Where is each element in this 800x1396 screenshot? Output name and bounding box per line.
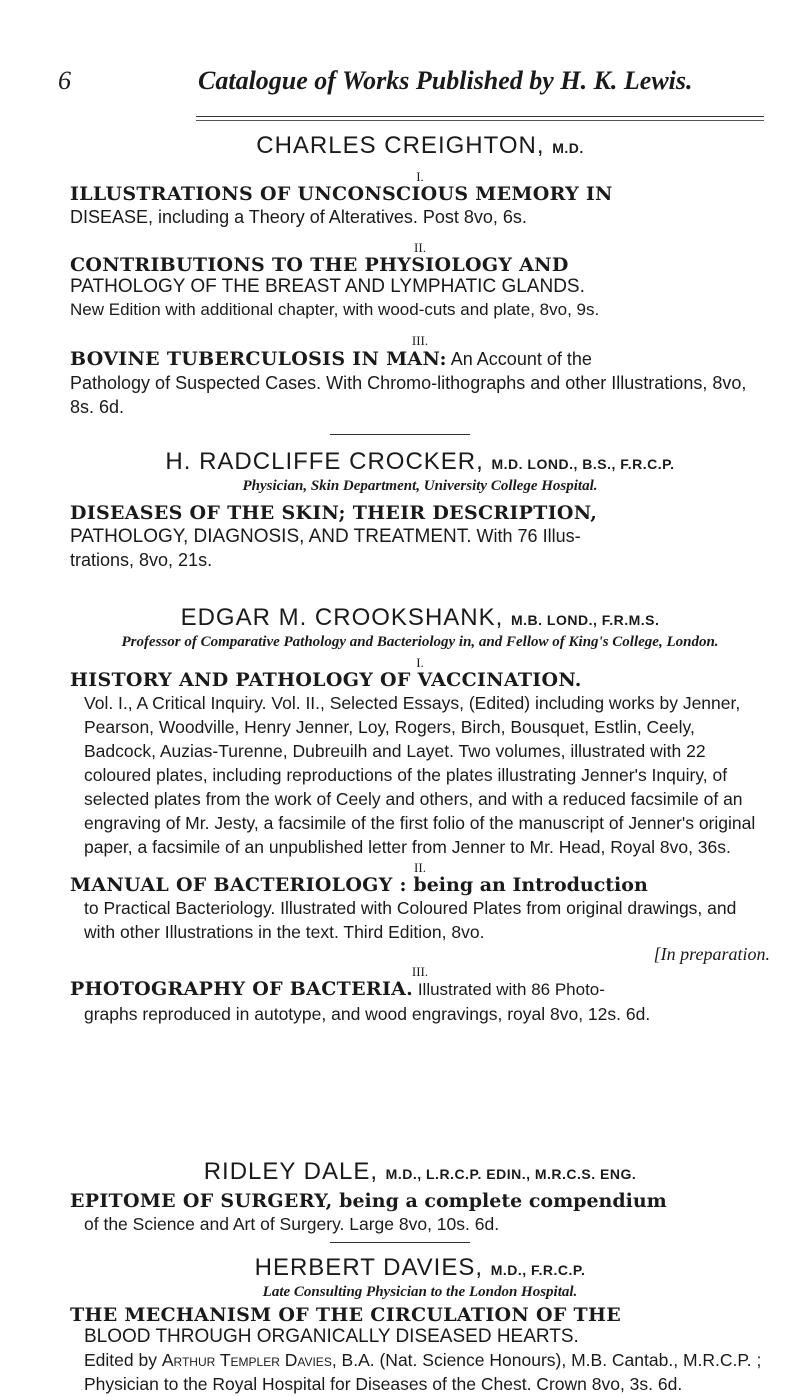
work-title: PHOTOGRAPHY OF BACTERIA. bbox=[70, 978, 414, 1000]
author-name: RIDLEY DALE, bbox=[203, 1158, 378, 1185]
work-numeral: II. bbox=[414, 240, 426, 255]
author-qualifications: M.D. LOND., B.S., F.R.C.P. bbox=[491, 456, 675, 472]
editor-name: Arthur Templer Davies bbox=[161, 1350, 332, 1370]
work-title: EPITOME OF SURGERY, bbox=[70, 1190, 333, 1212]
section-divider bbox=[330, 1242, 470, 1243]
work-title-tail: being an Introduction bbox=[406, 874, 648, 896]
work-description: of the Science and Art of Surgery. Large 8vo, 10s. 6d. bbox=[84, 1214, 500, 1234]
author-heading bbox=[70, 1254, 770, 1282]
work-title-line bbox=[70, 978, 770, 1002]
work-title: THE MECHANISM OF THE CIRCULATION OF THE bbox=[70, 1304, 622, 1326]
author-heading bbox=[70, 132, 770, 160]
author-entry-crookshank bbox=[70, 604, 770, 1026]
work-title: BOVINE TUBERCULOSIS IN MAN: bbox=[70, 348, 447, 370]
work-numeral: III. bbox=[411, 333, 429, 348]
author-entry-creighton bbox=[70, 132, 770, 419]
author-qualifications: M.D., F.R.C.P. bbox=[490, 1262, 586, 1278]
work-numeral: I. bbox=[416, 655, 424, 670]
author-affiliation: Late Consulting Physician to the London Hospital. bbox=[262, 1284, 578, 1300]
author-qualifications: M.D., L.R.C.P. EDIN., M.R.C.S. ENG. bbox=[385, 1166, 637, 1182]
work-numeral: II. bbox=[414, 860, 426, 875]
work-title: MANUAL OF BACTERIOLOGY : bbox=[70, 874, 407, 896]
work-title: HISTORY AND PATHOLOGY OF VACCINATION. bbox=[70, 669, 582, 691]
work-description: to Practical Bacteriology. Illustrated with Coloured Plates from original drawings, and with other Illustrations in the text. Third Edition, 8vo. bbox=[84, 898, 737, 942]
author-entry-crocker bbox=[70, 448, 770, 572]
work-description: DISEASE, including a Theory of Alteratives. Post 8vo, 6s. bbox=[70, 207, 527, 227]
work-description-inline: An Account of the bbox=[446, 349, 592, 369]
editor-prefix: Edited by bbox=[84, 1350, 162, 1370]
work-title: ILLUSTRATIONS OF UNCONSCIOUS MEMORY IN bbox=[70, 183, 613, 205]
work-description: Pathology of Suspected Cases. With Chromo-lithographs and other Illustrations, 8vo, 8s. 6d. bbox=[70, 373, 747, 417]
author-name: EDGAR M. CROOKSHANK, bbox=[180, 604, 504, 631]
author-heading bbox=[70, 604, 770, 632]
work-title-line bbox=[70, 874, 770, 896]
work-description: New Edition with additional chapter, with wood-cuts and plate, 8vo, 9s. bbox=[70, 300, 600, 319]
author-name: CHARLES CREIGHTON, bbox=[256, 132, 545, 159]
work-title: CONTRIBUTIONS TO THE PHYSIOLOGY AND bbox=[70, 254, 569, 276]
work-subtitle: PATHOLOGY OF THE BREAST AND LYMPHATIC GLANDS. bbox=[70, 276, 585, 297]
work-description-inline: Illustrated with 86 Photo- bbox=[413, 980, 605, 999]
work-description-inline: With 76 Illus- bbox=[471, 526, 581, 546]
page-header bbox=[0, 66, 800, 106]
running-title: Catalogue of Works Published by H. K. Lewis. bbox=[198, 66, 693, 95]
author-affiliation: Professor of Comparative Pathology and Bacteriology in, and Fellow of King's College, London. bbox=[121, 634, 719, 650]
preparation-note: [In preparation. bbox=[653, 944, 770, 964]
author-qualifications: M.D. bbox=[552, 140, 584, 156]
work-numeral: I. bbox=[416, 169, 424, 184]
section-divider bbox=[330, 434, 470, 435]
editor-details: , B.A. (Nat. Science Honours), M.B. Cantab., M.R.C.P. ; Physician to the Royal Hospital for Diseases of the Chest. Crown 8vo, 3s. 6d. bbox=[84, 1350, 762, 1394]
page-number: 6 bbox=[58, 66, 71, 95]
author-name: H. RADCLIFFE CROCKER, bbox=[165, 448, 484, 475]
work-description: graphs reproduced in autotype, and wood engravings, royal 8vo, 12s. 6d. bbox=[84, 1004, 651, 1024]
author-qualifications: M.B. LOND., F.R.M.S. bbox=[510, 612, 660, 628]
work-numeral: III. bbox=[411, 964, 429, 979]
header-rule-secondary bbox=[196, 120, 764, 121]
work-title: DISEASES OF THE SKIN; THEIR DESCRIPTION, bbox=[70, 502, 598, 524]
author-entry-davies bbox=[70, 1254, 770, 1396]
work-description: Vol. I., A Critical Inquiry. Vol. II., Selected Essays, (Edited) including works by Jenner, Pearson, Woodville, Henry Jenner, Loy, Rogers, Birch, Bousquet, Estlin, Ceely, Badcock, Auzias-Turenne, Dubreuilh and Layet. Two volumes, illustrated with 22 coloured plates, including reproductions of the plates illustrating Jenner's Inquiry, of selected plates from the work of Ceely and others, and with a reduced facsimile of an engraving of Mr. Jesty, a facsimile of the first folio of the manuscript of Jenner's original paper, a facsimile of an unpublished letter from Jenner to Mr. Head, Royal 8vo, 36s. bbox=[84, 693, 756, 857]
author-heading bbox=[70, 448, 770, 476]
header-rule bbox=[196, 116, 764, 117]
work-description bbox=[70, 1348, 770, 1396]
work-title-line bbox=[70, 347, 770, 371]
work-subtitle: PATHOLOGY, DIAGNOSIS, AND TREATMENT. bbox=[70, 526, 472, 547]
work-title-tail: being a complete compendium bbox=[332, 1190, 667, 1212]
work-description: trations, 8vo, 21s. bbox=[70, 550, 213, 570]
work-subtitle-line bbox=[70, 524, 770, 548]
work-title-line bbox=[70, 1190, 770, 1212]
author-name: HERBERT DAVIES, bbox=[254, 1254, 484, 1281]
author-entry-dale bbox=[70, 1158, 770, 1236]
author-affiliation: Physician, Skin Department, University College Hospital. bbox=[242, 478, 598, 494]
author-heading bbox=[70, 1158, 770, 1186]
work-subtitle: BLOOD THROUGH ORGANICALLY DISEASED HEARTS. bbox=[84, 1326, 579, 1347]
